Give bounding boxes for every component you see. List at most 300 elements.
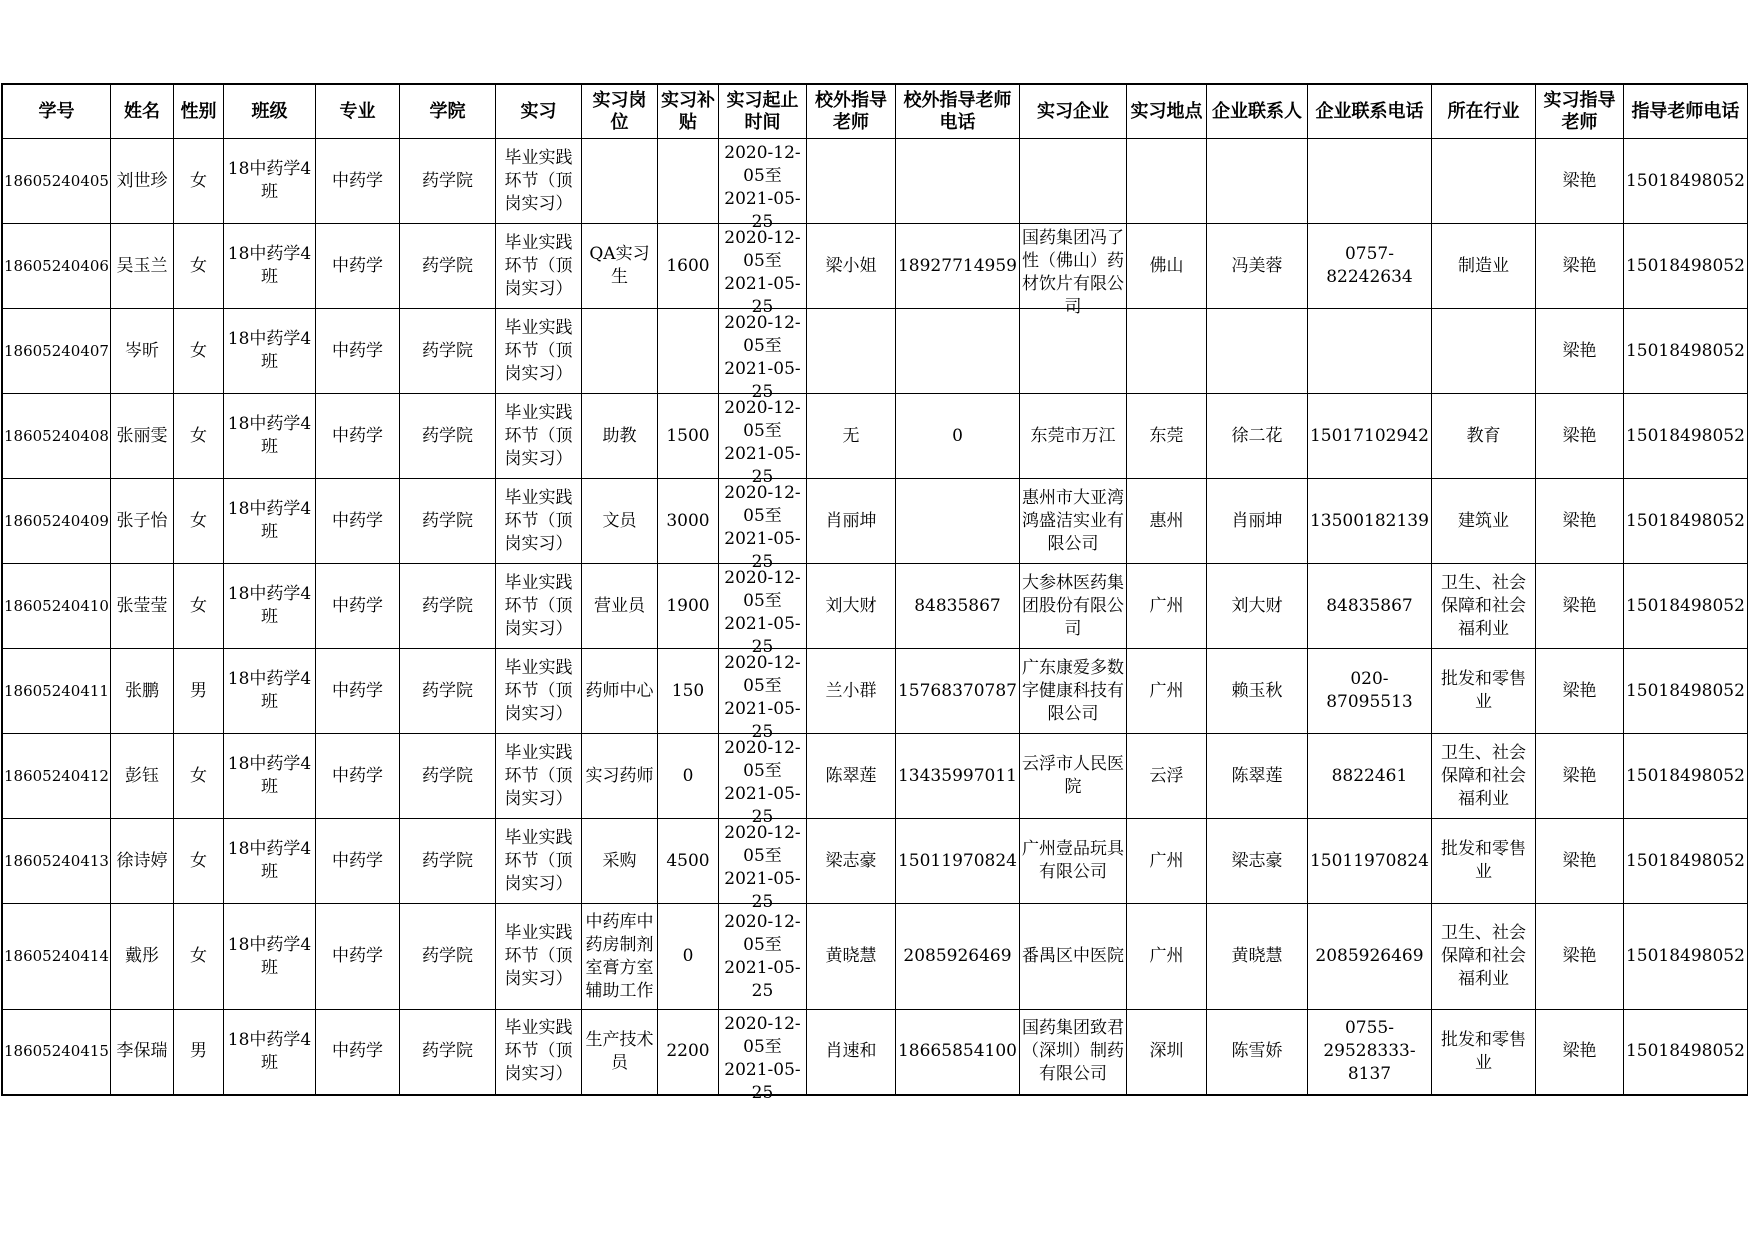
cell-text: 2020-12-05至2021-05-25 — [724, 313, 801, 402]
cell-text: 徐诗婷 — [116, 850, 168, 871]
cell-text: 15018498052 — [1625, 425, 1745, 446]
table-cell — [399, 734, 495, 819]
table-cell — [895, 734, 1019, 819]
cell-text: 2085926469 — [1315, 946, 1424, 966]
cell-text: 女 — [189, 850, 207, 871]
cell-text: 2020-12-05至2021-05-25 — [724, 228, 801, 317]
cell-text: 冯美蓉 — [1231, 255, 1283, 276]
table-cell — [495, 394, 581, 479]
table-cell — [657, 564, 718, 649]
table-cell — [223, 904, 315, 1010]
cell-text: 2085926469 — [903, 946, 1012, 966]
table-cell — [173, 394, 223, 479]
table-cell — [173, 564, 223, 649]
table-cell — [110, 394, 173, 479]
table-cell — [2, 309, 110, 394]
table-cell — [1307, 649, 1431, 734]
table-cell — [495, 139, 581, 224]
cell-text: 番禺区中医院 — [1021, 946, 1124, 966]
cell-text: 0 — [952, 425, 963, 446]
cell-text: 0 — [682, 946, 694, 966]
cell-text: 2020-12-05至2021-05-25 — [724, 823, 801, 912]
table-cell — [657, 309, 718, 394]
cell-text: 药学院 — [421, 946, 473, 966]
cell-text: 18中药学4班 — [227, 584, 312, 627]
cell-text: 女 — [189, 255, 207, 276]
table-cell — [1206, 479, 1307, 564]
table-cell — [895, 224, 1019, 309]
table-cell — [895, 819, 1019, 904]
table-cell — [2, 734, 110, 819]
table-cell — [110, 649, 173, 734]
cell-text: 15768370787 — [897, 680, 1017, 701]
cell-text: 84835867 — [1326, 595, 1413, 616]
table-cell — [657, 649, 718, 734]
cell-text: 国药集团致君（深圳）制药有限公司 — [1021, 1018, 1124, 1085]
table-cell — [1623, 819, 1747, 904]
cell-text: 吴玉兰 — [116, 255, 168, 276]
cell-text: 18605240414 — [4, 947, 109, 965]
cell-text: 云浮 — [1149, 765, 1184, 786]
cell-text: 15018498052 — [1625, 680, 1745, 701]
cell-text: 戴彤 — [124, 946, 159, 966]
cell-text: 批发和零售业 — [1440, 669, 1526, 712]
cell-text: 梁艳 — [1562, 255, 1597, 276]
table-cell — [399, 904, 495, 1010]
cell-text: 毕业实践环节（顶岗实习） — [504, 1018, 573, 1085]
table-cell — [1535, 649, 1623, 734]
table-cell — [718, 309, 806, 402]
table-cell — [1623, 564, 1747, 649]
table-cell — [657, 139, 718, 224]
table-cell — [1431, 819, 1535, 904]
cell-text: 卫生、社会保障和社会福利业 — [1440, 572, 1526, 639]
table-cell — [581, 1010, 657, 1095]
cell-text: 1600 — [666, 255, 710, 276]
cell-text: 15018498052 — [1625, 595, 1745, 616]
table-cell — [110, 1010, 173, 1095]
cell-text: 制造业 — [1457, 255, 1509, 276]
table-cell — [1126, 224, 1206, 309]
table-cell — [1535, 309, 1623, 394]
table-cell — [1126, 564, 1206, 649]
cell-text: 黄晓慧 — [825, 946, 877, 966]
cell-text: 1900 — [666, 595, 710, 616]
table-cell — [718, 139, 806, 232]
cell-text: 2200 — [666, 1041, 710, 1062]
cell-text: 肖速和 — [825, 1041, 877, 1062]
cell-text: 陈翠莲 — [1231, 765, 1283, 786]
cell-text: 无 — [842, 425, 860, 446]
table-cell — [895, 479, 1019, 564]
cell-text: 中药学 — [331, 765, 383, 786]
table-cell — [110, 224, 173, 309]
cell-text: 18605240410 — [4, 596, 109, 615]
table-cell — [2, 139, 110, 224]
cell-text: 刘大财 — [825, 595, 877, 616]
table-cell — [895, 139, 1019, 224]
table-cell — [2, 394, 110, 479]
cell-text: 2020-12-05至2021-05-25 — [724, 1013, 801, 1103]
table-cell — [1019, 904, 1126, 1010]
table-cell — [581, 819, 657, 904]
cell-text: 张莹莹 — [116, 595, 168, 616]
table-cell — [1431, 1010, 1535, 1095]
cell-text: 文员 — [602, 510, 637, 531]
cell-text: 彭钰 — [124, 765, 159, 786]
table-cell — [2, 479, 110, 564]
cell-text: 药学院 — [421, 680, 473, 701]
table-cell — [1535, 904, 1623, 1010]
cell-text: 中药学 — [331, 340, 383, 361]
cell-text: 毕业实践环节（顶岗实习） — [504, 487, 573, 554]
cell-text: 中药学 — [331, 425, 383, 446]
cell-text: 生产技术员 — [585, 1029, 654, 1073]
table-cell — [1126, 309, 1206, 394]
table-cell — [495, 224, 581, 309]
cell-text: 18605240408 — [4, 426, 109, 445]
table-cell — [1126, 904, 1206, 1010]
cell-text: 4500 — [666, 850, 710, 871]
table-cell — [581, 139, 657, 224]
table-cell — [1019, 224, 1126, 317]
table-cell — [806, 394, 895, 479]
col-header: 专业 — [315, 84, 399, 139]
table-row — [2, 819, 1747, 904]
cell-text: 2020-12-05至2021-05-25 — [724, 568, 801, 657]
col-header: 实习指导老师 — [1535, 84, 1623, 139]
cell-text: 18中药学4班 — [227, 754, 312, 797]
table-cell — [806, 479, 895, 564]
cell-text: 15018498052 — [1625, 340, 1745, 361]
table-cell — [173, 309, 223, 394]
cell-text: 陈雪娇 — [1231, 1041, 1283, 1062]
cell-text: 15011970824 — [897, 850, 1017, 871]
table-cell — [399, 479, 495, 564]
table-cell — [1206, 649, 1307, 734]
cell-text: 18605240406 — [4, 256, 109, 275]
table-cell — [1019, 139, 1126, 224]
cell-text: 梁艳 — [1562, 946, 1597, 966]
table-cell — [223, 309, 315, 394]
table-cell — [1307, 139, 1431, 224]
table-cell — [315, 1010, 399, 1095]
table-cell — [657, 394, 718, 479]
cell-text: 梁志豪 — [825, 850, 877, 871]
table-cell — [495, 904, 581, 1010]
cell-text: 女 — [189, 425, 207, 446]
table-cell — [495, 309, 581, 394]
table-cell — [495, 479, 581, 564]
table-cell — [173, 224, 223, 309]
cell-text: 营业员 — [593, 595, 645, 616]
cell-text: 梁艳 — [1562, 765, 1597, 786]
cell-text: 广东康爱多数字健康科技有限公司 — [1021, 657, 1124, 724]
table-cell — [223, 564, 315, 649]
cell-text: 赖玉秋 — [1231, 680, 1283, 701]
cell-text: 建筑业 — [1457, 510, 1509, 531]
cell-text: 陈翠莲 — [825, 765, 877, 786]
table-cell — [1623, 649, 1747, 734]
cell-text: 梁艳 — [1562, 680, 1597, 701]
table-cell — [399, 224, 495, 309]
table-cell — [1307, 394, 1431, 479]
table-cell — [223, 734, 315, 819]
table-cell — [1535, 394, 1623, 479]
table-row — [2, 224, 1747, 309]
col-header: 实习起止时间 — [718, 84, 806, 139]
cell-text: 梁艳 — [1562, 1041, 1597, 1062]
col-header: 学号 — [2, 84, 110, 139]
table-cell — [1206, 224, 1307, 309]
table-cell — [718, 479, 806, 572]
table-cell — [1431, 394, 1535, 479]
cell-text: 东莞市万江 — [1030, 425, 1116, 446]
table-cell — [806, 1010, 895, 1095]
table-cell — [399, 139, 495, 224]
col-header: 指导老师电话 — [1623, 84, 1747, 139]
table-cell — [718, 819, 806, 912]
table-cell — [315, 819, 399, 904]
cell-text: 惠州 — [1149, 510, 1184, 531]
cell-text: 国药集团冯了性（佛山）药材饮片有限公司 — [1021, 228, 1124, 317]
table-cell — [173, 904, 223, 1010]
table-cell — [1535, 479, 1623, 564]
cell-text: 广州 — [1149, 680, 1184, 701]
table-cell — [495, 564, 581, 649]
cell-text: 18中药学4班 — [227, 839, 312, 882]
cell-text: 梁志豪 — [1231, 850, 1283, 871]
cell-text: 广州壹品玩具有限公司 — [1021, 839, 1124, 882]
cell-text: 男 — [189, 680, 207, 701]
table-cell — [657, 224, 718, 309]
cell-text: 梁艳 — [1562, 595, 1597, 616]
cell-text: 18665854100 — [897, 1041, 1017, 1062]
cell-text: 8822461 — [1331, 765, 1408, 786]
cell-text: 15018498052 — [1625, 850, 1745, 871]
cell-text: 15018498052 — [1625, 765, 1745, 786]
cell-text: 0 — [682, 765, 694, 786]
col-header: 实习企业 — [1019, 84, 1126, 139]
table-cell — [806, 904, 895, 1010]
table-row — [2, 479, 1747, 564]
col-header: 班级 — [223, 84, 315, 139]
cell-text: 2020-12-05至2021-05-25 — [724, 483, 801, 572]
cell-text: 毕业实践环节（顶岗实习） — [504, 742, 573, 809]
cell-text: 中药学 — [331, 595, 383, 616]
table-cell — [2, 904, 110, 1010]
table-cell — [1535, 564, 1623, 649]
cell-text: 男 — [189, 1041, 207, 1062]
cell-text: 18605240407 — [4, 341, 109, 360]
table-cell — [495, 734, 581, 819]
cell-text: 兰小群 — [825, 680, 877, 701]
cell-text: 李保瑞 — [116, 1041, 168, 1062]
table-row — [2, 1010, 1747, 1095]
table-row — [2, 734, 1747, 819]
table-cell — [1623, 734, 1747, 819]
table-cell — [1019, 734, 1126, 819]
table-cell — [581, 479, 657, 564]
table-cell — [1019, 479, 1126, 564]
table-cell — [223, 649, 315, 734]
table-cell — [1307, 904, 1431, 1010]
table-cell — [315, 649, 399, 734]
table-cell — [315, 564, 399, 649]
cell-text: QA实习生 — [589, 244, 650, 287]
cell-text: 梁艳 — [1562, 170, 1597, 191]
table-cell — [581, 224, 657, 309]
table-body — [2, 139, 1747, 1103]
table-cell — [1307, 309, 1431, 394]
table-cell — [1535, 819, 1623, 904]
table-cell — [1535, 139, 1623, 224]
table-cell — [110, 564, 173, 649]
table-cell — [1623, 309, 1747, 394]
table-cell — [581, 734, 657, 819]
table-cell — [806, 564, 895, 649]
cell-text: 梁艳 — [1562, 510, 1597, 531]
cell-text: 2020-12-05至2021-05-25 — [724, 911, 801, 1001]
cell-text: 梁小姐 — [825, 255, 877, 276]
cell-text: 18605240412 — [4, 766, 109, 785]
col-header: 学院 — [399, 84, 495, 139]
cell-text: 毕业实践环节（顶岗实习） — [504, 827, 573, 894]
cell-text: 药师中心 — [585, 680, 654, 701]
table-cell — [2, 564, 110, 649]
table-cell — [1019, 394, 1126, 479]
cell-text: 惠州市大亚湾鸿盛洁实业有限公司 — [1021, 487, 1124, 554]
cell-text: 教育 — [1466, 425, 1501, 446]
cell-text: 肖丽坤 — [1231, 510, 1283, 531]
cell-text: 0757-82242634 — [1326, 244, 1413, 287]
cell-text: 女 — [189, 946, 207, 966]
cell-text: 女 — [189, 765, 207, 786]
cell-text: 张鹏 — [124, 680, 159, 701]
table-cell — [1206, 819, 1307, 904]
table-cell — [1307, 224, 1431, 309]
table-cell — [806, 309, 895, 394]
table-cell — [223, 394, 315, 479]
cell-text: 药学院 — [421, 510, 473, 531]
cell-text: 女 — [189, 510, 207, 531]
col-header: 性别 — [173, 84, 223, 139]
table-cell — [1126, 819, 1206, 904]
cell-text: 药学院 — [421, 765, 473, 786]
cell-text: 深圳 — [1149, 1041, 1184, 1062]
table-cell — [718, 734, 806, 827]
table-cell — [581, 904, 657, 1010]
cell-text: 刘大财 — [1231, 595, 1283, 616]
cell-text: 梁艳 — [1562, 425, 1597, 446]
cell-text: 广州 — [1149, 946, 1184, 966]
cell-text: 18中药学4班 — [227, 669, 312, 712]
cell-text: 18中药学4班 — [227, 1029, 312, 1073]
table-cell — [2, 649, 110, 734]
table-cell — [1535, 224, 1623, 309]
cell-text: 药学院 — [421, 170, 473, 191]
table-cell — [2, 819, 110, 904]
table-cell — [1206, 564, 1307, 649]
table-cell — [173, 734, 223, 819]
cell-text: 中药学 — [331, 946, 383, 966]
table-cell — [173, 139, 223, 224]
table-cell — [806, 139, 895, 224]
cell-text: 18605240409 — [4, 511, 109, 530]
cell-text: 13500182139 — [1309, 510, 1429, 531]
cell-text: 18中药学4班 — [227, 159, 312, 202]
cell-text: 18中药学4班 — [227, 934, 312, 978]
cell-text: 药学院 — [421, 850, 473, 871]
cell-text: 徐二花 — [1231, 425, 1283, 446]
cell-text: 批发和零售业 — [1440, 1029, 1526, 1073]
table-cell — [1431, 564, 1535, 649]
table-cell — [1307, 1010, 1431, 1095]
cell-text: 毕业实践环节（顶岗实习） — [504, 402, 573, 469]
table-cell — [657, 734, 718, 819]
table-row — [2, 309, 1747, 394]
cell-text: 卫生、社会保障和社会福利业 — [1440, 742, 1526, 809]
table-row — [2, 649, 1747, 734]
cell-text: 毕业实践环节（顶岗实习） — [504, 317, 573, 384]
table-cell — [895, 649, 1019, 734]
table-cell — [110, 139, 173, 224]
table-cell — [1126, 139, 1206, 224]
cell-text: 020-87095513 — [1326, 669, 1413, 712]
cell-text: 中药学 — [331, 255, 383, 276]
table-cell — [1307, 819, 1431, 904]
table-cell — [173, 819, 223, 904]
cell-text: 女 — [189, 340, 207, 361]
cell-text: 肖丽坤 — [825, 510, 877, 531]
cell-text: 刘世珍 — [116, 170, 168, 191]
cell-text: 18605240411 — [4, 681, 109, 700]
table-cell — [399, 649, 495, 734]
table-cell — [110, 479, 173, 564]
cell-text: 1500 — [666, 425, 710, 446]
table-cell — [110, 734, 173, 819]
cell-text: 药学院 — [421, 340, 473, 361]
cell-text: 毕业实践环节（顶岗实习） — [504, 232, 573, 299]
cell-text: 女 — [189, 170, 207, 191]
table-cell — [315, 394, 399, 479]
table-cell — [223, 479, 315, 564]
col-header: 所在行业 — [1431, 84, 1535, 139]
col-header: 企业联系人 — [1206, 84, 1307, 139]
cell-text: 15018498052 — [1625, 255, 1745, 276]
table-cell — [1307, 479, 1431, 564]
table-cell — [718, 904, 806, 1010]
cell-text: 84835867 — [914, 595, 1001, 616]
table-cell — [223, 224, 315, 309]
table-cell — [110, 819, 173, 904]
cell-text: 中药学 — [331, 850, 383, 871]
table-cell — [315, 224, 399, 309]
table-cell — [806, 649, 895, 734]
table-cell — [581, 394, 657, 479]
cell-text: 15017102942 — [1309, 425, 1429, 446]
cell-text: 东莞 — [1149, 425, 1184, 446]
table-cell — [315, 309, 399, 394]
table-cell — [1126, 1010, 1206, 1095]
cell-text: 15018498052 — [1625, 1041, 1745, 1062]
table-cell — [806, 819, 895, 904]
table-cell — [399, 564, 495, 649]
cell-text: 卫生、社会保障和社会福利业 — [1440, 923, 1526, 989]
cell-text: 150 — [671, 680, 705, 701]
table-cell — [110, 309, 173, 394]
cell-text: 药学院 — [421, 425, 473, 446]
